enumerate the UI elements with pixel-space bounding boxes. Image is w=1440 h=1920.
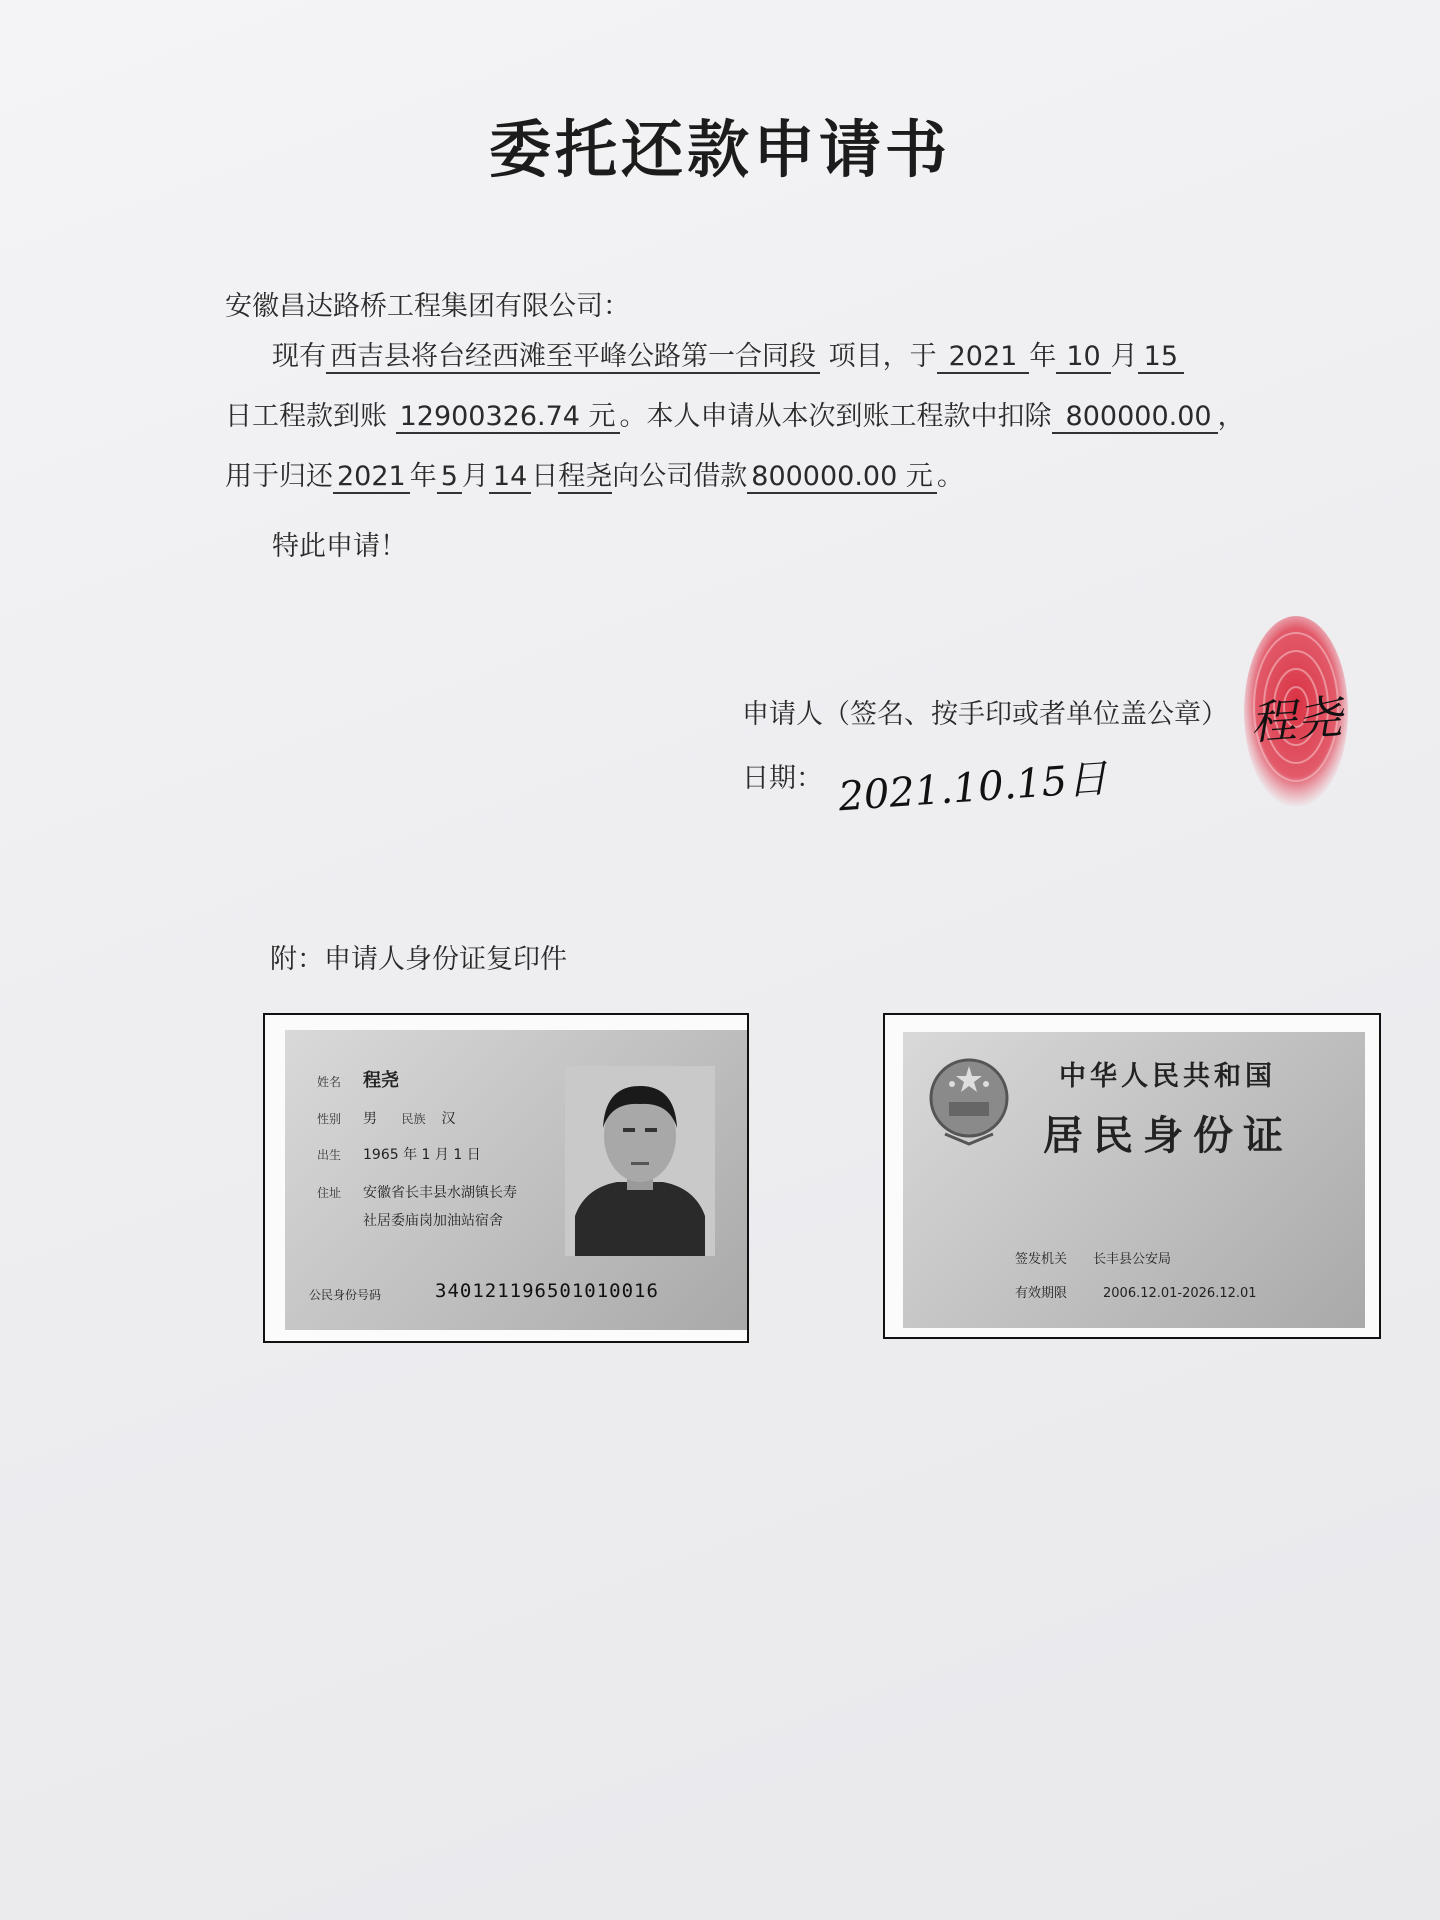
national-emblem-icon bbox=[925, 1054, 1013, 1148]
paragraph-2 bbox=[225, 394, 1245, 433]
id-back-authority-row bbox=[1015, 1248, 1171, 1267]
id-address-line2: 社居委庙岗加油站宿舍 bbox=[363, 1213, 503, 1229]
id-number: 340121196501010016 bbox=[435, 1280, 659, 1302]
paragraph-1 bbox=[272, 334, 1184, 373]
date-label: 日期： bbox=[742, 763, 823, 794]
arrival-year: 2021 bbox=[937, 341, 1030, 374]
loan-year-unit: 年 bbox=[409, 461, 437, 492]
borrower-name: 程尧 bbox=[558, 461, 613, 492]
para3-prefix: 用于归还 bbox=[225, 461, 333, 492]
document-title: 委托还款申请书 bbox=[488, 113, 951, 186]
id-birth-label: 出生 bbox=[317, 1148, 342, 1162]
id-birth-row bbox=[317, 1144, 481, 1164]
id-address-label: 住址 bbox=[317, 1186, 342, 1200]
id-back-card-type: 居民身份证 bbox=[1043, 1112, 1293, 1159]
closing-text: 特此申请！ bbox=[272, 531, 407, 562]
id-number-label: 公民身份号码 bbox=[309, 1288, 382, 1302]
loan-month-unit: 月 bbox=[461, 461, 489, 492]
id-name-row bbox=[317, 1066, 399, 1092]
id-back-validity-row bbox=[1015, 1282, 1257, 1301]
para2-prefix: 日工程款到账 bbox=[225, 401, 387, 432]
id-ethnic: 汉 bbox=[441, 1111, 456, 1127]
id-back-authority: 长丰县公安局 bbox=[1093, 1252, 1172, 1267]
applicant-label: 申请人（签名、按手印或者单位盖公章） bbox=[742, 699, 1228, 730]
deduct-amount: 800000.00 bbox=[1052, 401, 1218, 434]
id-address-row bbox=[317, 1182, 517, 1202]
arrival-month: 10 bbox=[1056, 341, 1110, 374]
portrait-photo bbox=[565, 1066, 715, 1256]
id-name: 程尧 bbox=[363, 1070, 399, 1091]
arrival-day: 15 bbox=[1138, 341, 1184, 374]
attachment-label: 附：申请人身份证复印件 bbox=[270, 944, 567, 975]
id-back-authority-label: 签发机关 bbox=[1015, 1252, 1068, 1267]
para2-suffix: ， bbox=[1217, 401, 1245, 432]
id-gender-label: 性别 bbox=[317, 1112, 342, 1126]
id-name-label: 姓名 bbox=[317, 1075, 342, 1089]
loan-amount: 800000.00 元 bbox=[747, 461, 937, 494]
project-name: 西吉县将台经西滩至平峰公路第一合同段 bbox=[326, 341, 820, 374]
para1-prefix: 现有 bbox=[272, 341, 326, 372]
id-ethnic-label: 民族 bbox=[401, 1112, 426, 1126]
para1-mid: 项目，于 bbox=[828, 341, 937, 372]
id-back-country: 中华人民共和国 bbox=[1059, 1061, 1276, 1092]
para2-mid: 。本人申请从本次到账工程款中扣除 bbox=[619, 401, 1052, 432]
loan-month: 5 bbox=[437, 461, 462, 494]
id-address-line1: 安徽省长丰县水湖镇长寿 bbox=[363, 1185, 517, 1201]
id-birth: 1965 年 1 月 1 日 bbox=[363, 1147, 481, 1163]
id-gender-row bbox=[317, 1108, 455, 1128]
handwritten-date: 2021.10.15日 bbox=[836, 755, 1109, 821]
para3-suffix: 。 bbox=[936, 461, 964, 492]
id-card-back bbox=[903, 1032, 1365, 1328]
handwritten-signature: 程尧 bbox=[1248, 689, 1344, 751]
month-unit: 月 bbox=[1110, 341, 1138, 372]
id-card-front bbox=[285, 1030, 747, 1330]
arrival-amount: 12900326.74 元 bbox=[396, 401, 620, 434]
id-back-validity-label: 有效期限 bbox=[1015, 1286, 1068, 1301]
loan-day-unit: 日 bbox=[531, 461, 559, 492]
id-back-validity: 2006.12.01-2026.12.01 bbox=[1103, 1286, 1257, 1301]
loan-year: 2021 bbox=[333, 461, 410, 494]
paragraph-3 bbox=[225, 454, 964, 493]
id-gender: 男 bbox=[363, 1111, 377, 1127]
loan-day: 14 bbox=[489, 461, 531, 494]
para3-mid: 向公司借款 bbox=[612, 461, 748, 492]
addressee: 安徽昌达路桥工程集团有限公司： bbox=[225, 291, 630, 322]
year-unit: 年 bbox=[1029, 341, 1057, 372]
